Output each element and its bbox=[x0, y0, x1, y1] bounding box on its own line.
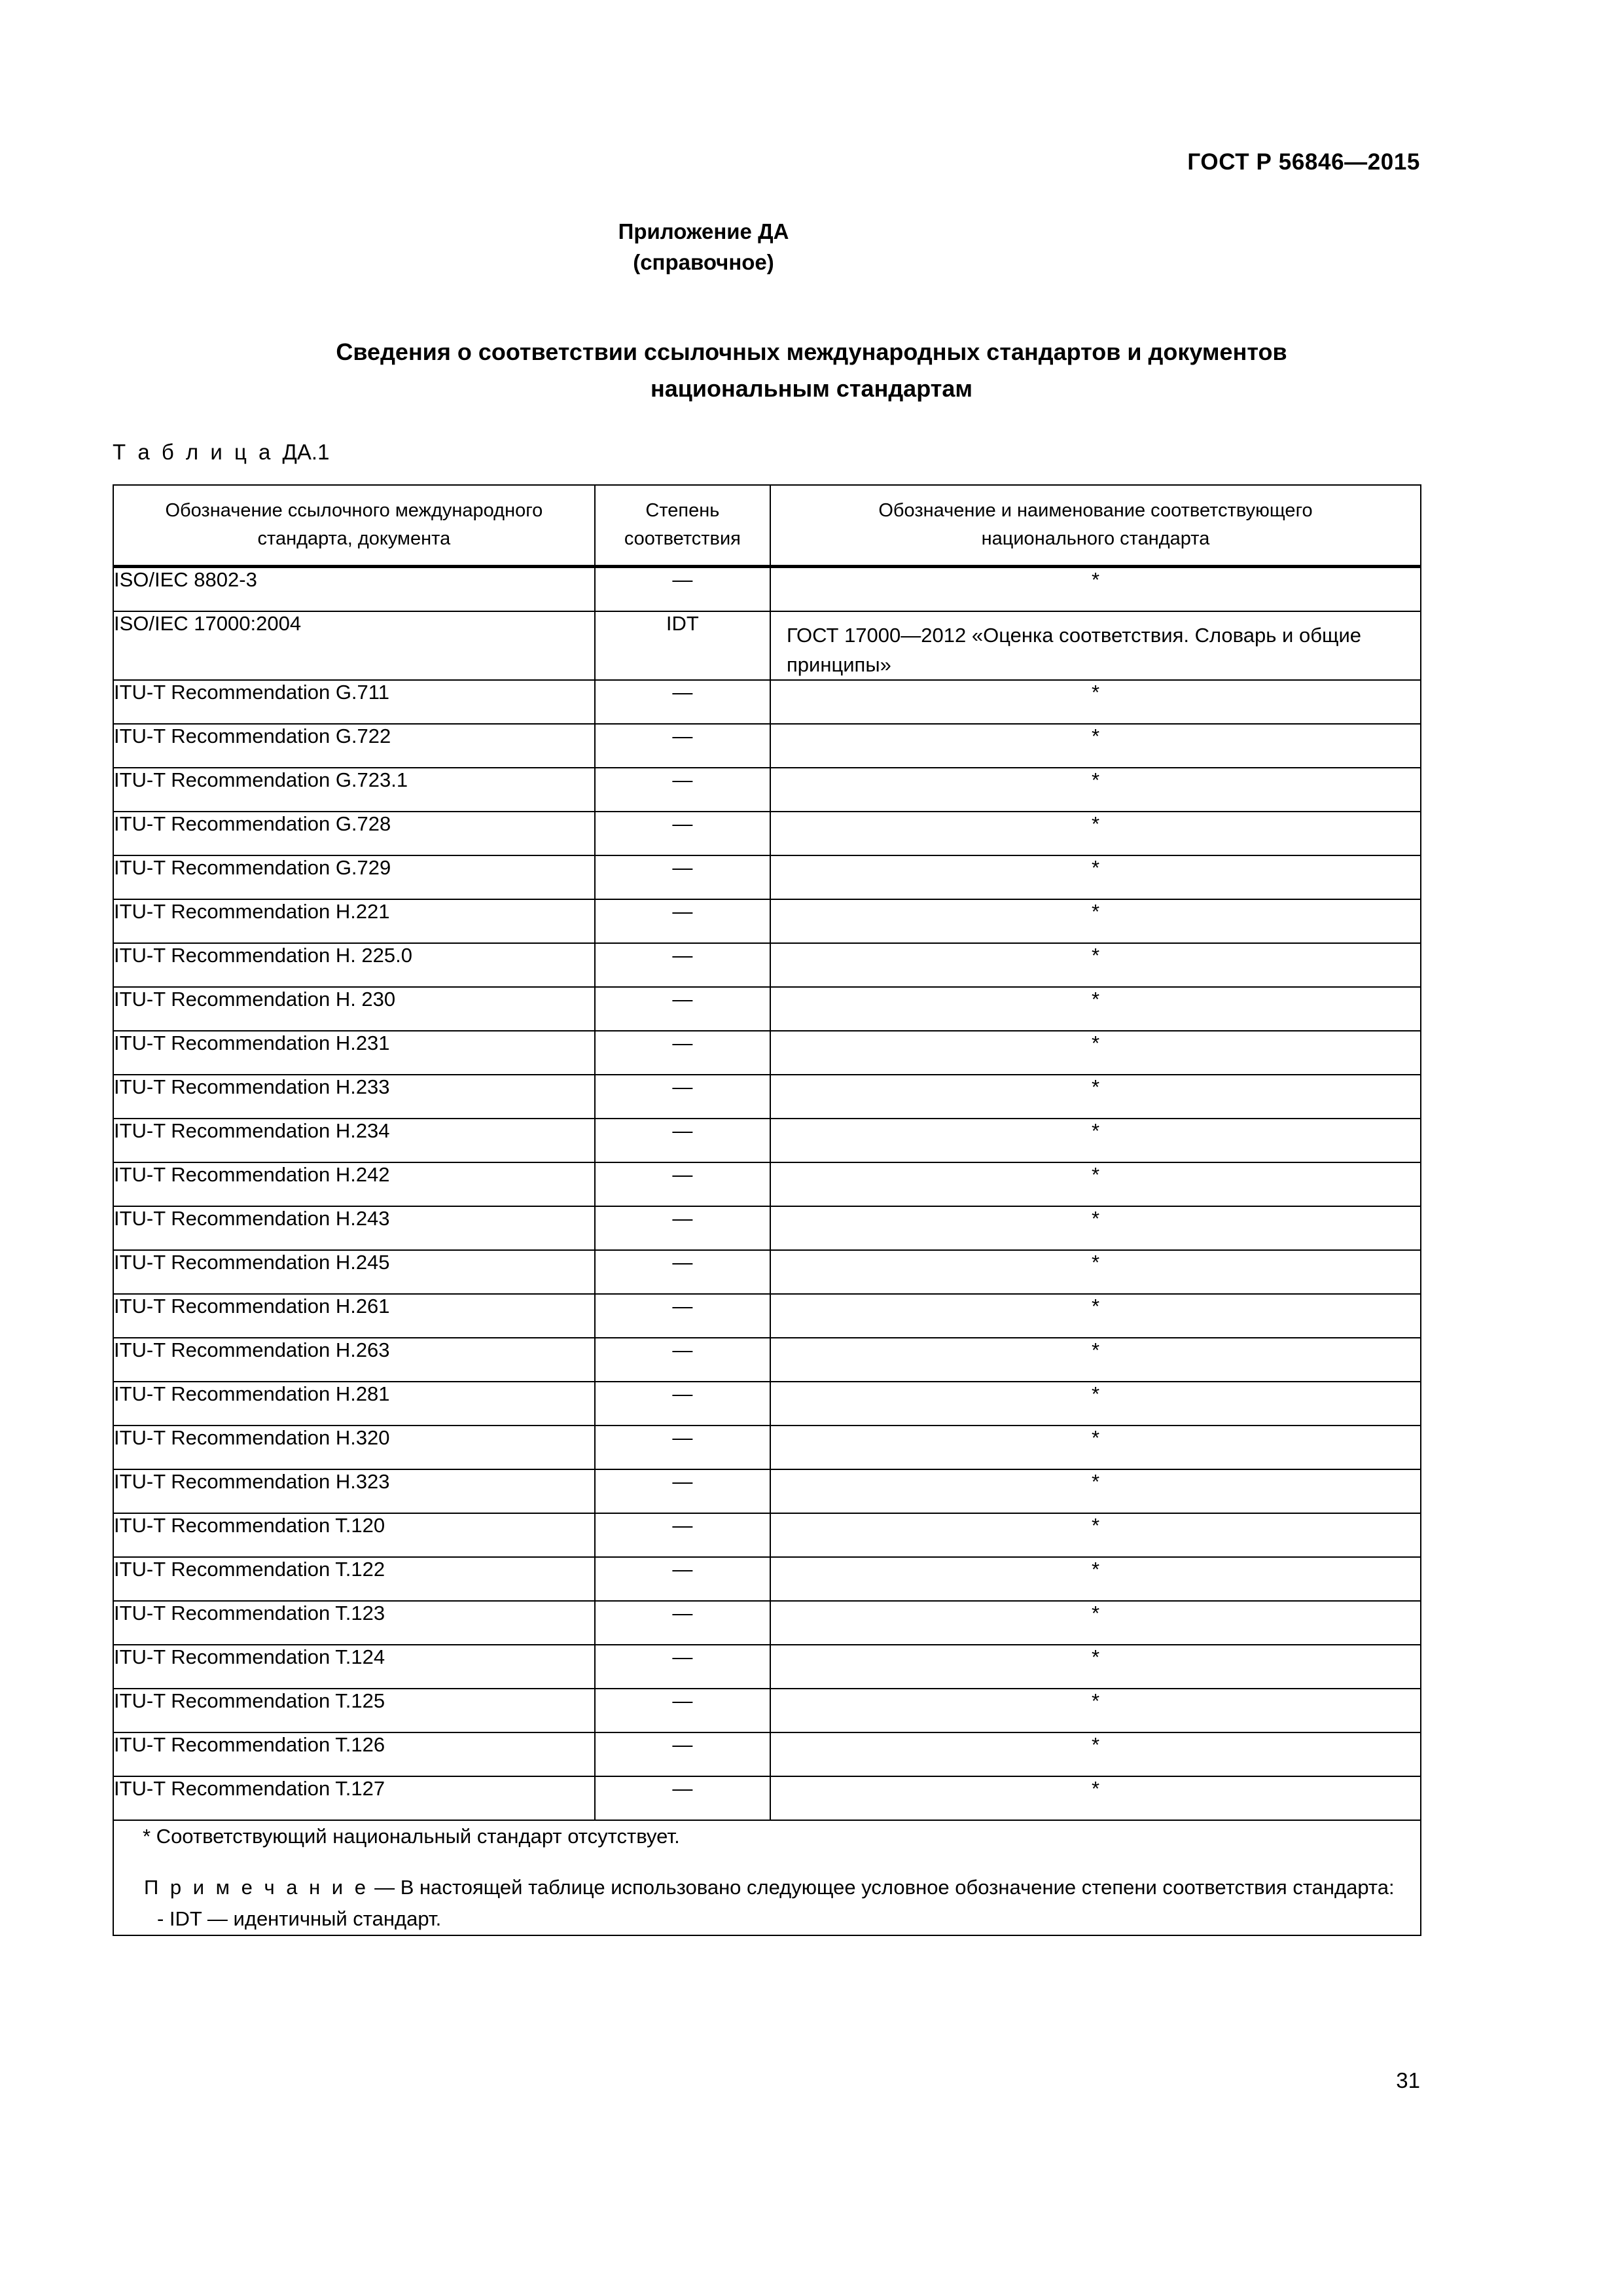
cell-degree: — bbox=[595, 1689, 770, 1732]
table-row bbox=[113, 855, 1421, 899]
cell-degree: — bbox=[595, 1645, 770, 1689]
table-footnote-cell bbox=[113, 1820, 1421, 1935]
cell-reference: ITU-T Recommendation H. 225.0 bbox=[113, 943, 595, 987]
cell-national-standard: * bbox=[770, 1732, 1421, 1776]
cell-national-standard: * bbox=[770, 1601, 1421, 1645]
cell-degree: — bbox=[595, 987, 770, 1031]
table-row bbox=[113, 1031, 1421, 1075]
cell-reference: ITU-T Recommendation G.728 bbox=[113, 812, 595, 855]
table-row bbox=[113, 1732, 1421, 1776]
cell-degree: — bbox=[595, 1250, 770, 1294]
cell-reference: ITU-T Recommendation H.320 bbox=[113, 1426, 595, 1469]
cell-national-standard: ГОСТ 17000—2012 «Оценка соответствия. Словарь и общие принципы» bbox=[770, 611, 1421, 680]
table-caption-label: Т а б л и ц а bbox=[113, 440, 274, 464]
column-header-degree-line-2: соответствия bbox=[624, 528, 741, 549]
table-row bbox=[113, 1601, 1421, 1645]
cell-national-standard: * bbox=[770, 724, 1421, 768]
cell-degree: — bbox=[595, 855, 770, 899]
cell-national-standard: * bbox=[770, 1689, 1421, 1732]
annex-label: Приложение ДА bbox=[618, 219, 789, 243]
cell-degree: — bbox=[595, 1162, 770, 1206]
footnote-note-label: П р и м е ч а н и е bbox=[144, 1876, 369, 1899]
cell-national-standard: * bbox=[770, 1119, 1421, 1162]
table-row bbox=[113, 1338, 1421, 1382]
table-row bbox=[113, 1119, 1421, 1162]
footnote-asterisk: * Соответствующий национальный стандарт отсутствует. bbox=[143, 1825, 680, 1848]
column-header-national-line-1: Обозначение и наименование соответствующего bbox=[878, 500, 1313, 521]
cell-national-standard: * bbox=[770, 1426, 1421, 1469]
cell-reference: ITU-T Recommendation T.127 bbox=[113, 1776, 595, 1820]
footnote-note-text: — В настоящей таблице использовано следующее условное обозначение степени соответствия стандарта: bbox=[374, 1876, 1395, 1899]
cell-reference: ITU-T Recommendation T.120 bbox=[113, 1513, 595, 1557]
cell-reference: ITU-T Recommendation H.242 bbox=[113, 1162, 595, 1206]
cell-reference: ITU-T Recommendation H.281 bbox=[113, 1382, 595, 1426]
cell-national-standard: * bbox=[770, 1557, 1421, 1601]
cell-degree: — bbox=[595, 1776, 770, 1820]
table-row bbox=[113, 812, 1421, 855]
table-row bbox=[113, 943, 1421, 987]
table-row bbox=[113, 680, 1421, 724]
annex-heading bbox=[0, 216, 1623, 278]
cell-degree: — bbox=[595, 1119, 770, 1162]
annex-title bbox=[177, 334, 1446, 407]
table-row bbox=[113, 1557, 1421, 1601]
cell-reference: ITU-T Recommendation H.233 bbox=[113, 1075, 595, 1119]
table-footnote-row bbox=[113, 1820, 1421, 1935]
table-header-row bbox=[113, 485, 1421, 567]
table-row bbox=[113, 1075, 1421, 1119]
cell-national-standard: * bbox=[770, 1031, 1421, 1075]
cell-reference: ITU-T Recommendation T.125 bbox=[113, 1689, 595, 1732]
cell-national-standard: * bbox=[770, 987, 1421, 1031]
cell-degree: — bbox=[595, 1382, 770, 1426]
column-header-degree bbox=[595, 485, 770, 567]
cell-reference: ITU-T Recommendation H.263 bbox=[113, 1338, 595, 1382]
table-row bbox=[113, 987, 1421, 1031]
cell-reference: ITU-T Recommendation H.221 bbox=[113, 899, 595, 943]
table-row bbox=[113, 1250, 1421, 1294]
table-row bbox=[113, 1206, 1421, 1250]
table-row bbox=[113, 768, 1421, 812]
table-row bbox=[113, 899, 1421, 943]
cell-reference: ITU-T Recommendation H.243 bbox=[113, 1206, 595, 1250]
table-row bbox=[113, 1645, 1421, 1689]
cell-degree: — bbox=[595, 1338, 770, 1382]
annex-title-line-2: национальным стандартам bbox=[651, 375, 972, 402]
cell-degree: — bbox=[595, 724, 770, 768]
running-head: ГОСТ Р 56846—2015 bbox=[1187, 149, 1420, 175]
cell-degree: — bbox=[595, 1513, 770, 1557]
cell-reference: ITU-T Recommendation H.323 bbox=[113, 1469, 595, 1513]
table-row bbox=[113, 611, 1421, 680]
table-row bbox=[113, 724, 1421, 768]
column-header-reference-line-2: стандарта, документа bbox=[257, 528, 451, 549]
cell-national-standard: * bbox=[770, 567, 1421, 612]
page-number: 31 bbox=[1396, 2068, 1420, 2092]
table-row bbox=[113, 1689, 1421, 1732]
cell-national-standard: * bbox=[770, 680, 1421, 724]
footnote-note bbox=[114, 1872, 1420, 1903]
table-row bbox=[113, 1776, 1421, 1820]
cell-degree: — bbox=[595, 1206, 770, 1250]
cell-degree: — bbox=[595, 1031, 770, 1075]
cell-reference: ITU-T Recommendation G.723.1 bbox=[113, 768, 595, 812]
cell-national-standard: * bbox=[770, 812, 1421, 855]
cell-national-standard: * bbox=[770, 1162, 1421, 1206]
cell-national-standard: * bbox=[770, 1776, 1421, 1820]
cell-national-standard: * bbox=[770, 1075, 1421, 1119]
correspondence-table bbox=[113, 484, 1421, 1936]
cell-national-standard: * bbox=[770, 1469, 1421, 1513]
cell-national-standard: * bbox=[770, 1206, 1421, 1250]
cell-degree: — bbox=[595, 1601, 770, 1645]
cell-reference: ITU-T Recommendation T.123 bbox=[113, 1601, 595, 1645]
cell-degree: — bbox=[595, 899, 770, 943]
cell-national-standard: * bbox=[770, 855, 1421, 899]
cell-reference: ITU-T Recommendation T.124 bbox=[113, 1645, 595, 1689]
cell-national-standard: * bbox=[770, 1645, 1421, 1689]
cell-reference: ISO/IEC 17000:2004 bbox=[113, 611, 595, 680]
cell-degree: — bbox=[595, 1294, 770, 1338]
table-row bbox=[113, 567, 1421, 612]
table-row bbox=[113, 1513, 1421, 1557]
column-header-reference-line-1: Обозначение ссылочного международного bbox=[165, 500, 543, 521]
cell-national-standard: * bbox=[770, 943, 1421, 987]
cell-degree: — bbox=[595, 567, 770, 612]
cell-degree: — bbox=[595, 812, 770, 855]
table-row bbox=[113, 1382, 1421, 1426]
cell-reference: ITU-T Recommendation T.126 bbox=[113, 1732, 595, 1776]
cell-degree: — bbox=[595, 1557, 770, 1601]
cell-reference: ITU-T Recommendation H.234 bbox=[113, 1119, 595, 1162]
column-header-national-line-2: национального стандарта bbox=[981, 528, 1210, 549]
cell-reference: ITU-T Recommendation H.261 bbox=[113, 1294, 595, 1338]
cell-degree: — bbox=[595, 680, 770, 724]
table-row bbox=[113, 1294, 1421, 1338]
cell-reference: ITU-T Recommendation G.711 bbox=[113, 680, 595, 724]
cell-national-standard: * bbox=[770, 1382, 1421, 1426]
cell-degree: — bbox=[595, 768, 770, 812]
cell-reference: ITU-T Recommendation T.122 bbox=[113, 1557, 595, 1601]
cell-degree: — bbox=[595, 1426, 770, 1469]
cell-degree: — bbox=[595, 1075, 770, 1119]
cell-degree: IDT bbox=[595, 611, 770, 680]
cell-national-standard: * bbox=[770, 899, 1421, 943]
cell-reference: ITU-T Recommendation H.245 bbox=[113, 1250, 595, 1294]
cell-national-standard: * bbox=[770, 1513, 1421, 1557]
cell-reference: ITU-T Recommendation H. 230 bbox=[113, 987, 595, 1031]
table-row bbox=[113, 1162, 1421, 1206]
footnote-idt: - IDT — идентичный стандарт. bbox=[157, 1907, 442, 1930]
cell-national-standard: * bbox=[770, 1294, 1421, 1338]
annex-title-line-1: Сведения о соответствии ссылочных международных стандартов и документов bbox=[336, 338, 1287, 365]
table-caption bbox=[113, 440, 329, 465]
column-header-national bbox=[770, 485, 1421, 567]
column-header-reference bbox=[113, 485, 595, 567]
table-row bbox=[113, 1469, 1421, 1513]
cell-degree: — bbox=[595, 943, 770, 987]
cell-degree: — bbox=[595, 1469, 770, 1513]
cell-degree: — bbox=[595, 1732, 770, 1776]
cell-reference: ISO/IEC 8802-3 bbox=[113, 567, 595, 612]
cell-reference: ITU-T Recommendation G.729 bbox=[113, 855, 595, 899]
table-caption-number: ДА.1 bbox=[282, 440, 330, 464]
column-header-degree-line-1: Степень bbox=[645, 500, 720, 521]
cell-reference: ITU-T Recommendation G.722 bbox=[113, 724, 595, 768]
cell-national-standard: * bbox=[770, 1250, 1421, 1294]
cell-reference: ITU-T Recommendation H.231 bbox=[113, 1031, 595, 1075]
cell-national-standard: * bbox=[770, 768, 1421, 812]
annex-kind: (справочное) bbox=[633, 250, 774, 274]
table-row bbox=[113, 1426, 1421, 1469]
cell-national-standard: * bbox=[770, 1338, 1421, 1382]
